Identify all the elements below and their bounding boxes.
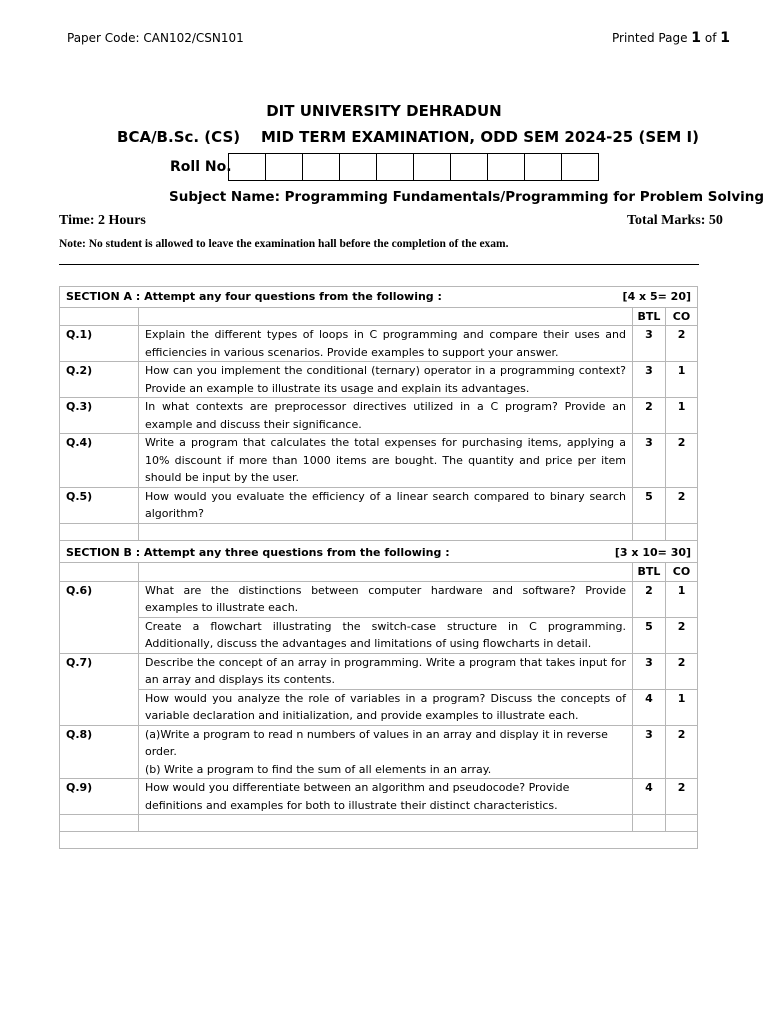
roll-no-label: Roll No. [170,159,232,175]
section-b-column-headers [60,563,698,582]
roll-digit-box[interactable] [377,153,414,181]
table-row [60,487,698,523]
btl-value: 3 [633,326,666,362]
exam-note: Note: No student is allowed to leave the examination hall before the completion of the exam. [59,238,509,250]
table-row [60,398,698,434]
co-value: 1 [666,362,698,398]
subject-name: Subject Name: Programming Fundamentals/Programming for Problem Solving [169,189,765,205]
page-number: 1 [691,30,702,46]
co-value: 2 [666,487,698,523]
table-row [60,326,698,362]
question-number: Q.1) [60,326,139,362]
question-text: Describe the concept of an array in programming. Write a program that takes input for an array and displays its contents. [139,653,633,689]
btl-value: 2 [633,398,666,434]
btl-value: 3 [633,434,666,488]
empty-row [60,815,698,832]
table-row [60,725,698,779]
table-row [60,581,698,617]
co-value: 2 [666,617,698,653]
co-value: 1 [666,689,698,725]
question-number: Q.2) [60,362,139,398]
question-text: Write a program that calculates the total expenses for purchasing items, applying a 10% discount if more than 1000 items are bought. The quantity and price per item should be input by the user. [139,434,633,488]
co-value: 2 [666,779,698,815]
btl-value: 3 [633,653,666,689]
roll-digit-box[interactable] [562,153,599,181]
question-text: In what contexts are preprocessor directives utilized in a C program? Provide an example and discuss their significance. [139,398,633,434]
section-b-title: SECTION B : Attempt any three questions from the following : [66,545,450,559]
roll-digit-box[interactable] [266,153,303,181]
question-text: How can you implement the conditional (ternary) operator in a programming context? Provide an example to illustrate its usage and explain its advantages. [139,362,633,398]
page-of: of [701,31,721,45]
question-part-b: (b) Write a program to find the sum of all elements in an array. [145,762,492,776]
exam-time: Time: 2 Hours [59,213,146,228]
btl-header: BTL [633,563,666,582]
roll-digit-box[interactable] [451,153,488,181]
section-b-marks: [3 x 10= 30] [614,545,692,559]
question-text: How would you evaluate the efficiency of a linear search compared to binary search algorithm? [139,487,633,523]
btl-value: 2 [633,581,666,617]
question-text: Create a flowchart illustrating the switch-case structure in C programming. Additionally, discuss the advantages and limitations of using flowcharts in detail. [139,617,633,653]
co-value: 1 [666,398,698,434]
total-marks: Total Marks: 50 [627,213,723,228]
table-row [60,779,698,815]
co-value: 2 [666,725,698,779]
question-part-a: (a)Write a program to read n numbers of values in an array and display it in reverse order. [145,727,608,758]
btl-value: 5 [633,487,666,523]
divider [59,264,699,265]
question-text [139,725,633,779]
btl-value: 3 [633,725,666,779]
btl-value: 4 [633,689,666,725]
question-text: What are the distinctions between computer hardware and software? Provide examples to illustrate each. [139,581,633,617]
exam-title: BCA/B.Sc. (CS) MID TERM EXAMINATION, ODD SEM 2024-25 (SEM I) [117,128,699,146]
section-a-column-headers [60,307,698,326]
co-value: 2 [666,326,698,362]
table-row [60,434,698,488]
co-value: 1 [666,581,698,617]
section-b-header [60,540,698,563]
btl-header: BTL [633,307,666,326]
question-number: Q.4) [60,434,139,488]
question-number: Q.5) [60,487,139,523]
co-header: CO [666,307,698,326]
table-row [60,362,698,398]
paper-code: Paper Code: CAN102/CSN101 [67,31,244,45]
table-row [60,617,698,653]
section-a-header [60,287,698,308]
roll-digit-box[interactable] [488,153,525,181]
question-number: Q.8) [60,725,139,779]
question-text: How would you differentiate between an algorithm and pseudocode? Provide definitions and examples for both to illustrate their distinct characteristics. [139,779,633,815]
empty-row [60,523,698,540]
roll-digit-box[interactable] [340,153,377,181]
co-header: CO [666,563,698,582]
printed-page [612,30,730,46]
question-number: Q.6) [60,581,139,653]
empty-row [60,832,698,849]
roll-digit-box[interactable] [303,153,340,181]
btl-value: 4 [633,779,666,815]
printed-page-prefix: Printed Page [612,31,692,45]
table-row [60,689,698,725]
question-number: Q.3) [60,398,139,434]
question-number: Q.9) [60,779,139,815]
table-row [60,653,698,689]
co-value: 2 [666,434,698,488]
btl-value: 5 [633,617,666,653]
roll-digit-box[interactable] [414,153,451,181]
btl-value: 3 [633,362,666,398]
page-total: 1 [720,30,730,46]
question-number: Q.7) [60,653,139,725]
university-title: DIT UNIVERSITY DEHRADUN [266,102,502,120]
question-text: How would you analyze the role of variables in a program? Discuss the concepts of variable declaration and initialization, and provide examples to illustrate each. [139,689,633,725]
roll-digit-box[interactable] [229,153,266,181]
roll-no-boxes[interactable] [228,153,599,181]
question-text: Explain the different types of loops in C programming and compare their uses and efficiencies in various scenarios. Provide examples to support your answer. [139,326,633,362]
co-value: 2 [666,653,698,689]
section-a-title: SECTION A : Attempt any four questions from the following : [66,290,442,303]
questions-table [59,286,698,849]
roll-digit-box[interactable] [525,153,562,181]
section-a-marks: [4 x 5= 20] [622,290,692,303]
